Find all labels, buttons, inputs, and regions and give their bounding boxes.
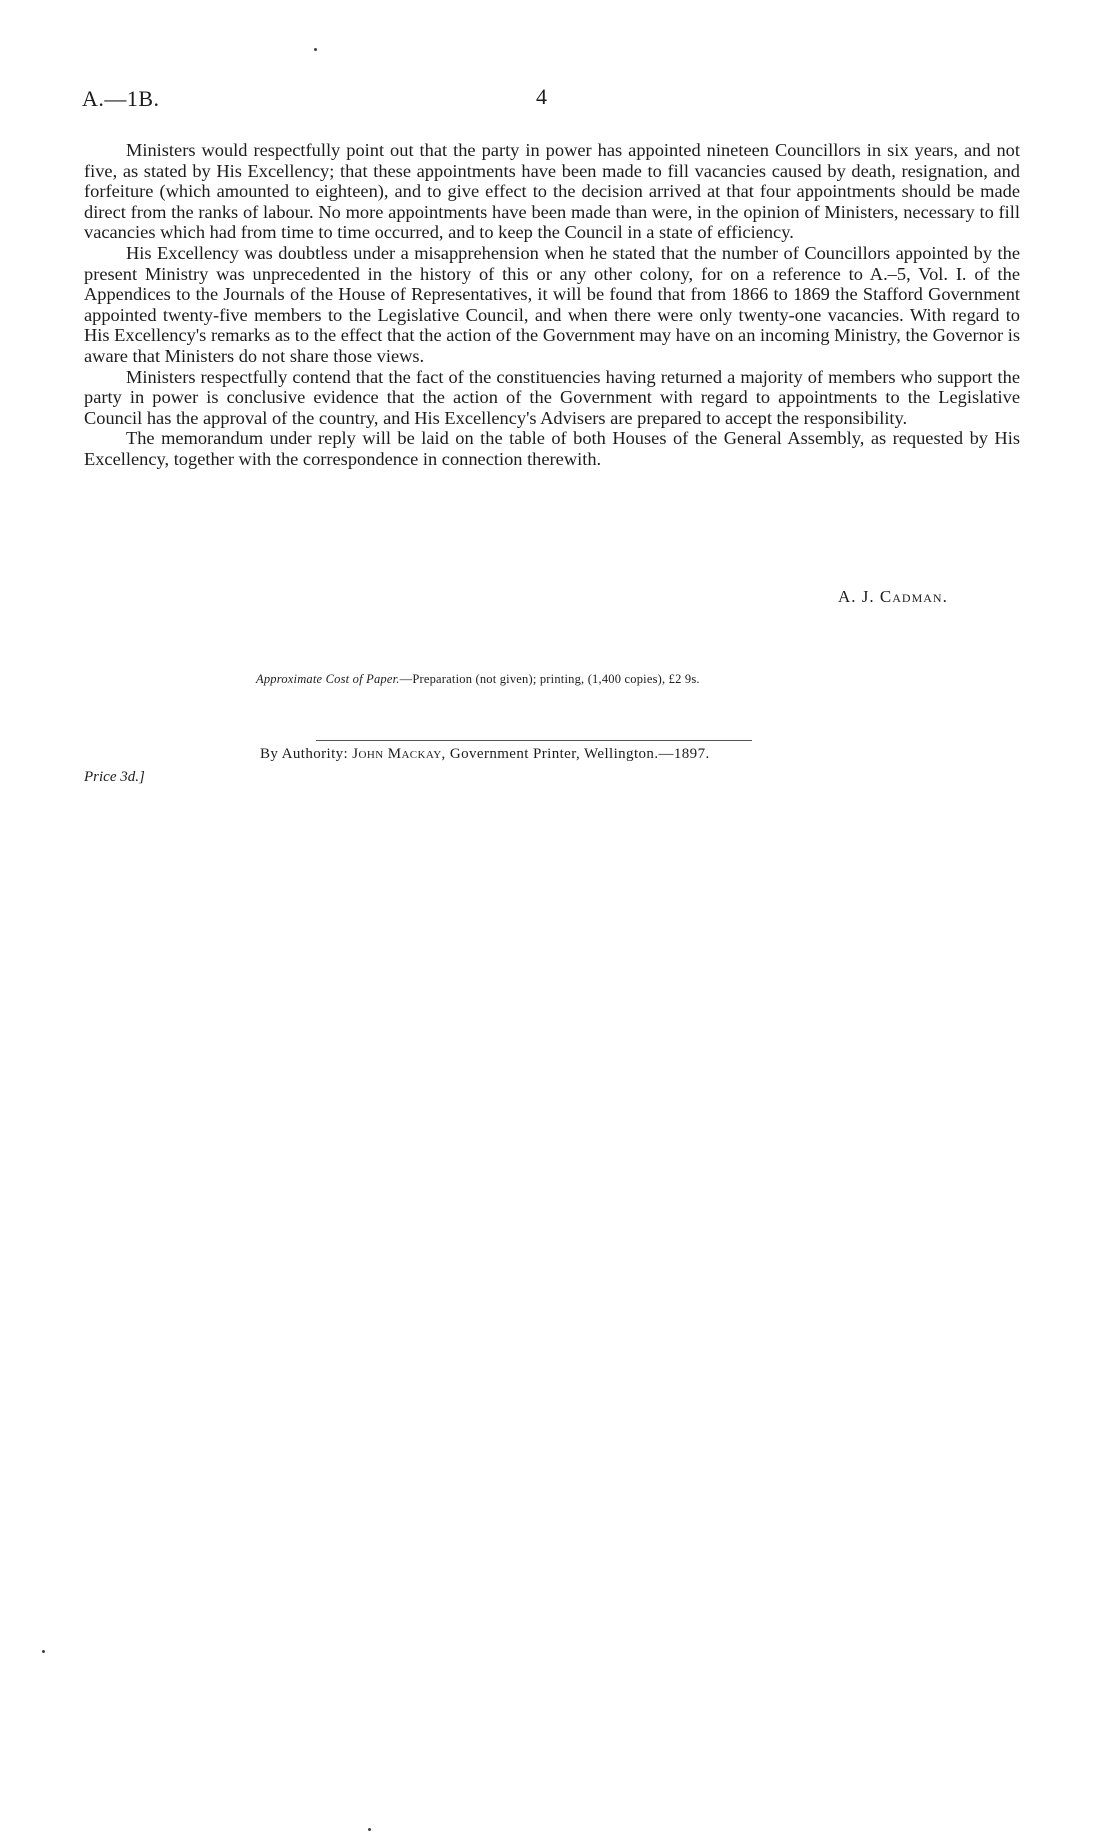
authority-suffix: Government Printer, Wellington.—1897. [449,746,710,762]
paragraph: The memorandum under reply will be laid on the table of both Houses of the General Assembly, as requested by His Excellency, together with the correspondence in connection therewith. [84,428,1020,469]
cost-label: Approximate Cost of Paper. [256,672,400,686]
print-speck [42,1650,45,1653]
price: Price 3d.] [84,769,145,785]
paragraph: Ministers would respectfully point out that the party in power has appointed nineteen Councillors in six years, and not five, as stated by His Excellency; that these appointments have been made to fill vacancies caused by death, resignation, and forfeiture (which amounted to eighteen), and to give effect to the decision arrived at that four appointments should be made direct from the ranks of labour. No more appointments have been made than were, in the opinion of Ministers, necessary to fill vacancies which had from time to time occurred, and to keep the Council in a state of efficiency. [84,140,1020,243]
paragraph: His Excellency was doubtless under a misapprehension when he stated that the number of Councillors appointed by the present Ministry was unprecedented in the history of this or any other colony, for on a reference to A.–5, Vol. I. of the Appendices to the Journals of the House of Representatives, it will be found that from 1866 to 1869 the Stafford Government appointed twenty-five members to the Legislative Council, and when there were only twenty-one vacancies. With regard to His Excellency's remarks as to the effect that the action of the Government may have on an incoming Ministry, the Governor is aware that Ministers do not share those views. [84,242,1020,366]
paragraph: Ministers respectfully contend that the fact of the constituencies having returned a majority of members who support the party in power is conclusive evidence that the action of the Government with regard to appointments to the Legislative Council has the approval of the country, and His Excellency's Advisers are prepared to accept the responsibility. [84,366,1020,428]
print-speck [368,1828,371,1831]
printer-authority-line [260,746,710,763]
cost-text: —Preparation (not given); printing, (1,400 copies), £2 9s. [399,672,700,686]
authority-prefix: By Authority: [260,746,349,762]
footer-rule [316,740,752,741]
cost-of-paper-line [256,672,700,687]
printer-name: John Mackay, [352,746,446,762]
print-speck [314,48,317,51]
document-reference: A.—1B. [82,86,160,111]
signature: A. J. Cadman. [838,587,948,606]
page-number: 4 [536,84,547,109]
memorandum-body [84,140,1020,470]
